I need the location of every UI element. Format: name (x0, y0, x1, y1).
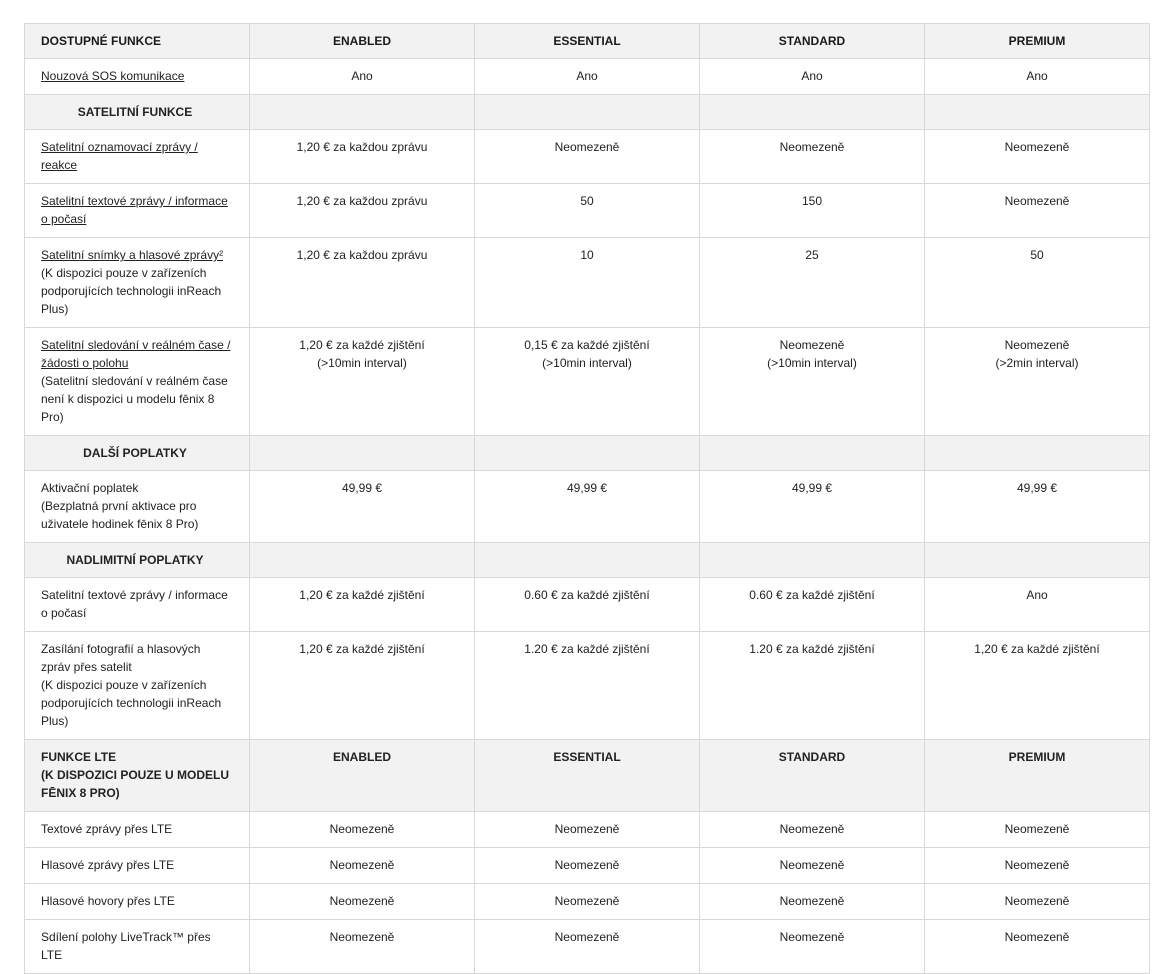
feature-link-sat-text-weather[interactable]: Satelitní textové zprávy / informace o počasí (41, 194, 228, 226)
section-empty-cell (475, 95, 700, 130)
section-title-other-fees: DALŠÍ POPLATKY (25, 436, 250, 471)
value-cell: 1.20 € za každé zjištění (475, 632, 700, 740)
value-cell: Neomezeně (925, 812, 1150, 848)
section-empty-cell (700, 95, 925, 130)
value-cell: Neomezeně (250, 812, 475, 848)
value-cell: Neomezeně (250, 884, 475, 920)
section-empty-cell (925, 543, 1150, 578)
value-cell: Ano (925, 59, 1150, 95)
value-subtext: (>10min interval) (767, 356, 857, 370)
section-title-satellite: SATELITNÍ FUNKCE (25, 95, 250, 130)
table-row (25, 471, 1150, 543)
feature-cell (25, 184, 250, 238)
value-cell: Neomezeně (700, 884, 925, 920)
table-row (25, 184, 1150, 238)
section-empty-cell (475, 436, 700, 471)
section-empty-cell (925, 436, 1150, 471)
table-row (25, 632, 1150, 740)
value-cell: Neomezeně (700, 130, 925, 184)
value-cell: 25 (700, 238, 925, 328)
plans-table (24, 23, 1150, 974)
feature-label: Zasílání fotografií a hlasových zpráv přes satelit (41, 642, 201, 674)
feature-link-sat-tracking[interactable]: Satelitní sledování v reálném čase / žádosti o polohu (41, 338, 231, 370)
table-row (25, 884, 1150, 920)
value-cell: 49,99 € (925, 471, 1150, 543)
lte-header-plan-enabled: ENABLED (250, 740, 475, 812)
header-plan-premium: PREMIUM (925, 24, 1150, 59)
section-empty-cell (700, 543, 925, 578)
value-cell: Ano (925, 578, 1150, 632)
feature-label: Satelitní textové zprávy / informace o počasí (41, 588, 228, 620)
feature-cell (25, 471, 250, 543)
feature-label: Aktivační poplatek (41, 481, 139, 495)
header-plan-standard: STANDARD (700, 24, 925, 59)
value-cell (700, 328, 925, 436)
feature-note: (K dispozici pouze v zařízeních podporujících technologii inReach Plus) (41, 266, 222, 316)
value-cell: 1,20 € za každou zprávu (250, 238, 475, 328)
table-row (25, 920, 1150, 974)
value-cell: Ano (250, 59, 475, 95)
value-cell: Neomezeně (925, 848, 1150, 884)
section-empty-cell (475, 543, 700, 578)
value-cell: 1,20 € za každé zjištění (925, 632, 1150, 740)
table-row (25, 578, 1150, 632)
value-cell: 50 (475, 184, 700, 238)
value-cell: 49,99 € (700, 471, 925, 543)
lte-header-subtitle: (K DISPOZICI POUZE U MODELU FĒNIX 8 PRO) (41, 768, 230, 800)
value-cell: Neomezeně (475, 130, 700, 184)
value-cell (475, 328, 700, 436)
feature-cell (25, 328, 250, 436)
table-header-row (25, 24, 1150, 59)
feature-link-sos[interactable]: Nouzová SOS komunikace (41, 69, 185, 83)
value-subtext: (>10min interval) (317, 356, 407, 370)
value-cell: 1,20 € za každé zjištění (250, 632, 475, 740)
feature-cell (25, 130, 250, 184)
value-cell: Neomezeně (925, 920, 1150, 974)
value-text: Neomezeně (779, 338, 845, 352)
value-cell: 1,20 € za každé zjištění (250, 578, 475, 632)
table-row (25, 848, 1150, 884)
feature-link-sat-messages[interactable]: Satelitní oznamovací zprávy / reakce (41, 140, 198, 172)
value-cell: Neomezeně (925, 184, 1150, 238)
value-cell: Neomezeně (475, 848, 700, 884)
header-plan-enabled: ENABLED (250, 24, 475, 59)
table-row (25, 59, 1150, 95)
feature-link-sat-images-voice[interactable]: Satelitní snímky a hlasové zprávy² (41, 248, 224, 262)
value-cell (925, 328, 1150, 436)
value-cell: 1,20 € za každou zprávu (250, 130, 475, 184)
value-cell: 49,99 € (475, 471, 700, 543)
value-cell: Neomezeně (475, 884, 700, 920)
feature-cell (25, 632, 250, 740)
feature-label: Hlasové zprávy přes LTE (25, 848, 250, 884)
value-text: 0,15 € za každé zjištění (524, 338, 650, 352)
feature-note: (K dispozici pouze v zařízeních podporujících technologii inReach Plus) (41, 678, 222, 728)
value-cell: 10 (475, 238, 700, 328)
value-cell: 1.20 € za každé zjištění (700, 632, 925, 740)
section-empty-cell (250, 95, 475, 130)
feature-label: Hlasové hovory přes LTE (25, 884, 250, 920)
value-cell: 1,20 € za každou zprávu (250, 184, 475, 238)
section-header-row (25, 436, 1150, 471)
section-empty-cell (250, 543, 475, 578)
value-cell: 0.60 € za každé zjištění (700, 578, 925, 632)
header-plan-essential: ESSENTIAL (475, 24, 700, 59)
value-cell: Neomezeně (700, 848, 925, 884)
value-cell: Neomezeně (700, 920, 925, 974)
feature-label: Sdílení polohy LiveTrack™ přes LTE (25, 920, 250, 974)
plans-comparison (24, 23, 1149, 974)
value-cell: Neomezeně (925, 130, 1150, 184)
feature-cell (25, 578, 250, 632)
lte-header-plan-premium: PREMIUM (925, 740, 1150, 812)
feature-note: (Bezplatná první aktivace pro uživatele hodinek fēnix 8 Pro) (41, 499, 199, 531)
value-cell: 49,99 € (250, 471, 475, 543)
table-row (25, 238, 1150, 328)
table-row (25, 812, 1150, 848)
value-subtext: (>10min interval) (542, 356, 632, 370)
feature-note: (Satelitní sledování v reálném čase není k dispozici u modelu fēnix 8 Pro) (41, 374, 228, 424)
table-row (25, 328, 1150, 436)
value-cell: Ano (475, 59, 700, 95)
lte-header-row (25, 740, 1150, 812)
value-cell: 50 (925, 238, 1150, 328)
section-title-overage: NADLIMITNÍ POPLATKY (25, 543, 250, 578)
value-cell: 0.60 € za každé zjištění (475, 578, 700, 632)
lte-header-title: FUNKCE LTE (41, 750, 117, 764)
feature-label: Textové zprávy přes LTE (25, 812, 250, 848)
value-cell: Neomezeně (700, 812, 925, 848)
section-empty-cell (250, 436, 475, 471)
lte-header-plan-essential: ESSENTIAL (475, 740, 700, 812)
feature-cell (25, 238, 250, 328)
section-empty-cell (700, 436, 925, 471)
value-cell: 150 (700, 184, 925, 238)
value-cell: Neomezeně (475, 812, 700, 848)
section-header-row (25, 95, 1150, 130)
lte-header-title-cell (25, 740, 250, 812)
lte-header-plan-standard: STANDARD (700, 740, 925, 812)
value-text: Neomezeně (1004, 338, 1070, 352)
value-cell: Neomezeně (250, 848, 475, 884)
feature-cell (25, 59, 250, 95)
table-row (25, 130, 1150, 184)
value-subtext: (>2min interval) (995, 356, 1079, 370)
value-cell: Neomezeně (925, 884, 1150, 920)
value-cell: Neomezeně (250, 920, 475, 974)
section-header-row (25, 543, 1150, 578)
value-text: 1,20 € za každé zjištění (299, 338, 425, 352)
value-cell (250, 328, 475, 436)
header-features: DOSTUPNÉ FUNKCE (25, 24, 250, 59)
section-empty-cell (925, 95, 1150, 130)
value-cell: Ano (700, 59, 925, 95)
value-cell: Neomezeně (475, 920, 700, 974)
